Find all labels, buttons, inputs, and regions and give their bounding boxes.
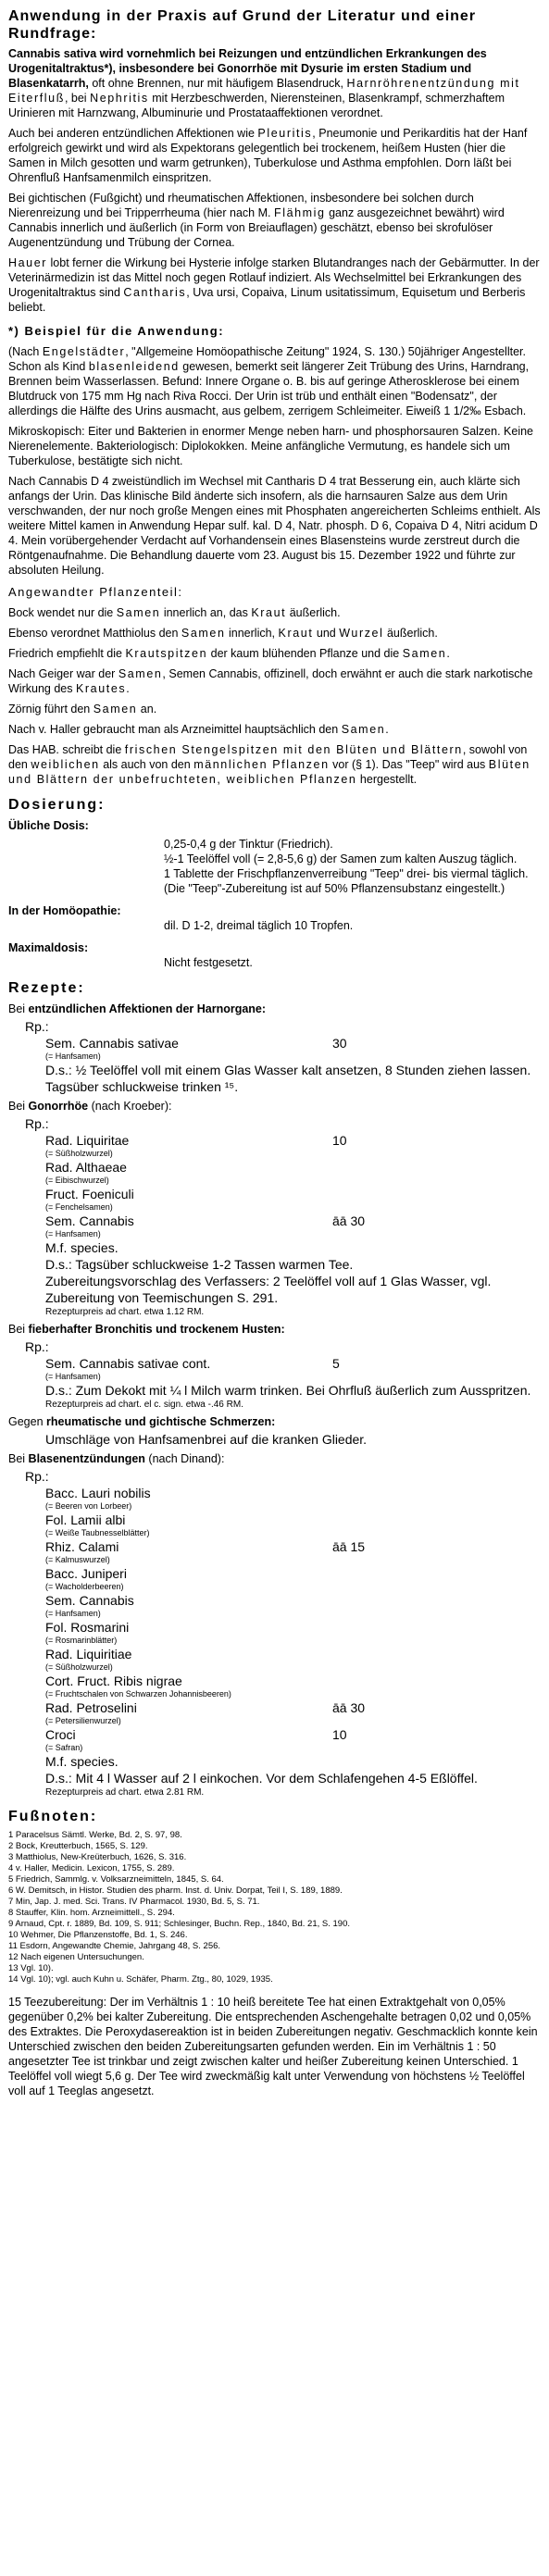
spaced-text: männlichen Pflanzen (193, 758, 330, 771)
rp-label: Rp.: (25, 1469, 49, 1484)
ingredient-name: Rad. Liquiritiae (45, 1647, 132, 1661)
recipe-instruction: M.f. species. (45, 1754, 119, 1769)
spaced-text: Krautes (75, 682, 127, 695)
ingredient-translation: (= Hanfsamen) (45, 1372, 101, 1381)
spaced-text: weiblichen (31, 758, 100, 771)
pflanzenteil-line-7 (8, 742, 541, 787)
pflanzenteil-line-3 (8, 646, 541, 661)
intro-paragraph-2 (8, 126, 541, 185)
text-span: Dorn (444, 156, 470, 169)
ingredient-translation: (= Süßholzwurzel) (45, 1149, 113, 1158)
text-span: fieberhafter Bronchitis und trockenem Husten: (28, 1323, 285, 1336)
ingredient-name: Rad. Petroselini (45, 1700, 137, 1715)
ingredient-name: Fol. Lamii albi (45, 1512, 126, 1527)
footnote-item: 10 Wehmer, Die Pflanzenstoffe, Bd. 1, S. 246. (8, 1930, 188, 1940)
ingredient-name: Sem. Cannabis (45, 1213, 134, 1228)
spaced-text: Cantharis (123, 286, 187, 299)
recipe-instruction: M.f. species. (45, 1240, 119, 1255)
footnote-item: 3 Matthiolus, New-Kreüterbuch, 1626, S. 316. (8, 1852, 187, 1862)
text-span: ganz ausgezeichnet bewährt) wird Cannabis innerlich und äußerlich (in Form von Breiauflagen) geschätzt, ebenso bei skrofulöser Augenentzündung und Trübung der Cornea. (8, 206, 505, 249)
ingredient-row (45, 1646, 541, 1662)
footnote-item: 12 Nach eigenen Untersuchungen. (8, 1952, 144, 1962)
recipe-title (8, 1322, 541, 1337)
ingredient-name: Bacc. Lauri nobilis (45, 1486, 151, 1500)
spaced-text: Engelstädter (42, 345, 126, 358)
text-span: , "Allgemeine Homöopathische Zeitung" 1924, S. 130.) 50jähriger Angestellter. Schon als Kind (8, 345, 526, 373)
text-span: , sowohl von den (8, 743, 528, 771)
ingredient-qty: āā 30 (332, 1213, 366, 1228)
text-span: Friedrich empfiehlt die (8, 647, 126, 660)
text-span: . (385, 723, 389, 736)
ingredient-name: Fruct. Foeniculi (45, 1187, 134, 1201)
text-span: Auch bei anderen entzündlichen Affektionen wie (8, 127, 258, 140)
ingredient-translation: (= Fruchtschalen von Schwarzen Johannisbeeren) (45, 1689, 231, 1699)
rp-label: Rp.: (25, 1019, 49, 1034)
spaced-text: Samen (341, 723, 386, 736)
ingredient-name: Sem. Cannabis (45, 1593, 134, 1608)
text-span: innerlich, (225, 627, 279, 640)
ingredient-row (45, 1512, 541, 1528)
dosis-list-ueblich (164, 837, 541, 896)
dosis-value-max: Nicht festgesetzt. (164, 956, 253, 969)
spaced-text: Kraut (278, 627, 314, 640)
ingredient-row (45, 1213, 541, 1229)
fussnoten-heading: Fußnoten: (8, 1809, 98, 1824)
recipe-instruction: Umschläge von Hanfsamenbrei auf die kranken Glieder. (45, 1432, 368, 1447)
recipe-2 (8, 1099, 541, 1318)
ingredient-row (45, 1673, 541, 1689)
text-span: innerlich an, das (160, 606, 252, 619)
ingredient-qty: āā 30 (332, 1700, 366, 1715)
text-span: , Pneumonie und Perikarditis hat der Hanf erfolgreich gewirkt und wird als Expektorans gelegentlich bei trockenem, heißem Husten (hier die Samen in Milch gesotten und warm getrunken), Tuberkulose und Asthma empfohlen. (8, 127, 528, 169)
page-title: Anwendung in der Praxis auf Grund der Literatur und einer Rundfrage: (8, 8, 477, 42)
recipe-title (8, 1451, 541, 1466)
spaced-text: Kraut (251, 606, 287, 619)
recipe-title (8, 1002, 541, 1016)
footnote-item: 5 Friedrich, Sammlg. v. Volksarzneimitteln, 1845, S. 64. (8, 1874, 224, 1885)
intro-paragraph-3 (8, 191, 541, 250)
text-span: (Nach (8, 345, 43, 358)
text-span: an. (137, 703, 157, 716)
intro-paragraph-1 (8, 46, 541, 120)
text-span: , Semen Cannabis, offizinell, doch erwähnt er auch die stark narkotische Wirkung des (8, 667, 533, 695)
pflanzenteil-line-2 (8, 626, 541, 641)
ingredient-row (45, 1726, 541, 1743)
ingredient-translation: (= Beeren von Lorbeer) (45, 1501, 132, 1511)
spaced-text: Krautspitzen (125, 647, 208, 660)
ingredient-translation: (= Eibischwurzel) (45, 1176, 109, 1185)
footnote-item: 11 Esdorn, Angewandte Chemie, Jahrgang 48, S. 256. (8, 1941, 221, 1951)
ingredient-translation: (= Fenchelsamen) (45, 1202, 113, 1212)
ingredient-translation: (= Wacholderbeeren) (45, 1582, 124, 1591)
beispiel-heading: *) Beispiel für die Anwendung: (8, 324, 225, 338)
pflanzenteil-line-4 (8, 666, 541, 696)
footnote-item: 4 v. Haller, Medicin. Lexicon, 1755, S. 289. (8, 1863, 175, 1873)
spaced-text: Hauer (8, 256, 48, 269)
text-span: Bock wendet nur die (8, 606, 117, 619)
rezepte-heading: Rezepte: (8, 980, 85, 996)
text-span: . (126, 682, 130, 695)
text-span: Bei (8, 1002, 29, 1015)
text-span: gewesen, bemerkt seit längerer Zeit Trübung des Urins, Harndrang, Brennen beim Wasserlassen. Befund: Innere Organe o. B. bis auf geringe Atherosklerose bei einem Blutdruck von 175 mm Hg nach Riva Rocci. Der Urin ist trüb und enthält einen "Bodensatz", der allerdings die Hälfte des Urins ausmacht, aus gelbem, zerrigem Schleimeiter. Eiweiß 1 1/2‰ Esbach. (8, 360, 530, 417)
spaced-text: blasenleidend (88, 360, 180, 373)
recipe-5 (8, 1451, 541, 1798)
spaced-text: Samen (116, 606, 161, 619)
text-span: Ebenso verordnet Matthiolus den (8, 627, 181, 640)
intro-bold-text: Cannabis sativa wird vornehmlich bei Reizungen und entzündlichen Erkrankungen des Urogenitaltraktus*), insbesondere bei Gonorrhöe mit Dysurie im ersten Stadium und Blasenkatarrh, (8, 47, 487, 90)
ingredient-name: Sem. Cannabis sativae (45, 1036, 179, 1051)
ingredient-translation: (= Rosmarinblätter) (45, 1636, 118, 1645)
spaced-text: Pleuritis (257, 127, 313, 140)
recipe-price-note: Rezepturpreis ad chart. etwa 2.81 RM. (45, 1787, 205, 1798)
text-span: entzündlichen Affektionen der Harnorgane: (28, 1002, 267, 1015)
footnote-item: 8 Stauffer, Klin. hom. Arzneimittell., S. 294. (8, 1908, 175, 1918)
spaced-text: Harnröhrenentzündung mit Eiterfluß (8, 77, 520, 105)
text-span: Bei (8, 1452, 29, 1465)
text-span: Zörnig führt den (8, 703, 94, 716)
text-span: lobt ferner die Wirkung bei Hysterie infolge starken Blutandranges nach der Gebärmutter. In der Veterinärmedizin ist das Mittel noch gegen Rotlauf indiziert. Als Wechselmittel bei Erkrankungen des Urogenitaltraktus sind (8, 256, 540, 299)
text-span: hergestellt. (356, 773, 418, 786)
spaced-text: Samen (93, 703, 138, 716)
text-span: Bei (8, 1100, 29, 1113)
spaced-text: Nephritis (90, 92, 149, 105)
text-span: Das HAB. schreibt die (8, 743, 125, 756)
dosis-label-ueblich: Übliche Dosis: (8, 819, 89, 832)
ingredient-name: Sem. Cannabis sativae cont. (45, 1356, 211, 1371)
ingredient-row (45, 1132, 541, 1149)
ingredient-name: Rad. Liquiritae (45, 1133, 130, 1148)
recipe-price-note: Rezepturpreis ad chart. etwa 1.12 RM. (45, 1307, 205, 1317)
rp-label: Rp.: (25, 1116, 49, 1131)
ingredient-name: Rhiz. Calami (45, 1539, 119, 1554)
footnote-list (8, 1830, 541, 1985)
recipe-1 (8, 1002, 541, 1095)
text-span: oft ohne Brennen, nur mit häufigem Blasendruck, (88, 77, 347, 90)
recipe-3 (8, 1322, 541, 1411)
pflanzenteil-heading: Angewandter Pflanzenteil: (8, 585, 183, 599)
footnote-item: 7 Min, Jap. J. med. Sci. Trans. IV Pharmacol. 1930, Bd. 5, S. 71. (8, 1897, 260, 1907)
ingredient-translation: (= Hanfsamen) (45, 1229, 101, 1238)
ingredient-qty: āā 15 (332, 1539, 366, 1554)
recipe-title (8, 1414, 541, 1429)
text-span: . (446, 647, 450, 660)
ingredient-row (45, 1565, 541, 1582)
dosis-label-homoeo: In der Homöopathie: (8, 904, 121, 917)
ingredient-row (45, 1538, 541, 1555)
text-span: (nach Kroeber): (88, 1100, 172, 1113)
text-span: läßt bei Ohrenfluß Hanfsamenmilch einspritzen. (8, 156, 512, 184)
ingredient-row (45, 1186, 541, 1202)
dosis-line: ½-1 Teelöffel voll (= 2,8-5,6 g) der Samen zum kalten Auszug täglich. (164, 852, 518, 865)
spaced-text: Samen (181, 627, 226, 640)
text-span: Gonorrhöe (28, 1100, 89, 1113)
text-span: rheumatische und gichtische Schmerzen: (46, 1415, 276, 1428)
ingredient-translation: (= Petersilienwurzel) (45, 1716, 121, 1725)
text-span: , bei (64, 92, 91, 105)
text-span: (nach Dinand): (144, 1452, 225, 1465)
ingredient-name: Bacc. Juniperi (45, 1566, 127, 1581)
footnote-item: 2 Bock, Kreutterbuch, 1565, S. 129. (8, 1841, 148, 1851)
ingredient-translation: (= Süßholzwurzel) (45, 1662, 113, 1672)
dosis-line: 0,25-0,4 g der Tinktur (Friedrich). (164, 838, 333, 851)
dosierung-heading: Dosierung: (8, 797, 106, 813)
text-span: , Uva ursi, Copaiva, Linum usitatissimum, Equisetum und Berberis beliebt. (8, 286, 526, 314)
text-span: und (313, 627, 340, 640)
recipe-price-note: Rezepturpreis ad chart. el c. sign. etwa -.46 RM. (45, 1400, 243, 1410)
text-span: mit Herzbeschwerden, Nierensteinen, Blasenkrampf, schmerzhaftem Urinieren mit Harnzwang, Albuminurie und Prostataaffektionen verordnet. (8, 92, 505, 119)
beispiel-paragraph-1 (8, 344, 541, 418)
intro-paragraph-4 (8, 255, 541, 315)
recipe-4 (8, 1414, 541, 1448)
ingredient-name: Cort. Fruct. Ribis nigrae (45, 1674, 182, 1688)
ingredient-name: Rad. Althaeae (45, 1160, 127, 1175)
ingredient-row (45, 1699, 541, 1716)
beispiel-paragraph-3: Nach Cannabis D 4 zweistündlich im Wechsel mit Cantharis D 4 trat Besserung ein, auch klärte sich anfangs der Urin. Das klinische Bild änderte sich insofern, als die harnsauren Salze aus dem Urin verschwanden, der nur noch große Mengen eines mit Phosphaten angereicherten Schleims enthielt. Als weitere Mittel kamen in Anwendung Hepar sulf. kal. D 4, Natr. phosph. D 6, Copaiva D 4, Nitri acidum D 4. Mein vorübergehender Verdacht auf Vorhandensein eines Blasensteins wurde zerstreut durch die Röntgenaufnahme. Die Behandlung dauerte vom 23. August bis 15. Dezember 1922 und führte zur absoluten Heilung. (8, 475, 541, 577)
text-span: der kaum blühenden Pflanze und die (207, 647, 403, 660)
ingredient-translation: (= Hanfsamen) (45, 1609, 101, 1618)
ingredient-qty: 30 (332, 1036, 347, 1051)
text-span: Gegen (8, 1415, 47, 1428)
ingredient-translation: (= Kalmuswurzel) (45, 1555, 110, 1564)
ingredient-qty: 5 (332, 1356, 340, 1371)
footnote-item: 6 W. Demitsch, in Histor. Studien des pharm. Inst. d. Univ. Dorpat, Teil I, S. 189, 1889. (8, 1885, 343, 1896)
dosis-label-max: Maximaldosis: (8, 941, 89, 954)
footnote-item: 13 Vgl. 10). (8, 1963, 54, 1973)
ingredient-name: Croci (45, 1727, 76, 1742)
ingredient-translation: (= Weiße Taubnesselblätter) (45, 1528, 150, 1537)
ingredient-translation: (= Hanfsamen) (45, 1052, 101, 1061)
text-span: äußerlich. (286, 606, 341, 619)
spaced-text: frischen Stengelspitzen mit den Blüten und Blättern (124, 743, 463, 756)
ingredient-row (45, 1592, 541, 1609)
text-span: Bei (8, 1323, 29, 1336)
pflanzenteil-line-1 (8, 605, 541, 620)
text-span: Bei gichtischen (Fußgicht) und rheumatischen Affektionen, insbesondere bei solchen durch Nierenreizung und bei Tripperrheuma (hier nach M. (8, 192, 474, 219)
footnote-item: 1 Paracelsus Sämtl. Werke, Bd. 2, S. 97, 98. (8, 1830, 182, 1840)
text-span: Nach Geiger war der (8, 667, 119, 680)
ingredient-name: Fol. Rosmarini (45, 1620, 130, 1635)
text-span: als auch von den (99, 758, 194, 771)
ingredient-row (45, 1485, 541, 1501)
ingredient-translation: (= Safran) (45, 1743, 83, 1752)
recipe-instruction: D.s.: ½ Teelöffel voll mit einem Glas Wasser kalt ansetzen, 8 Stunden ziehen lassen. Tagsüber schluckweise trinken ¹⁵. (45, 1063, 531, 1094)
footnote-15: 15 Teezubereitung: Der im Verhältnis 1 : 10 heiß bereitete Tee hat einen Extraktgehalt von 0,05% gegenüber 0,2% bei kalter Zubereitung. Die entsprechenden Aschengehalte betragen 0,02 und 0,05% des Extraktes. Die Peroxydasereaktion ist in beiden Zubereitungen negativ. Geschmacklich konnte kein Unterschied zwischen den beiden Zubereitungsarten gefunden werden. Ein im Verhältnis 1 : 50 angesetzter Tee ist trinkbar und zeigt zwischen kalter und heißer Zubereitung keinen Unterschied. 1 Teelöffel voll wiegt 5,6 g. Der Tee wird zweckmäßig kalt unter Verwendung von höchstens ½ Teelöffel voll auf 1 Teeglas angesetzt. (8, 1996, 538, 2097)
spaced-text: Wurzel (339, 627, 384, 640)
dosis-line: 1 Tablette der Frischpflanzenverreibung "Teep" drei- bis viermal täglich. (164, 867, 529, 880)
pflanzenteil-line-5 (8, 702, 541, 716)
recipe-instruction: D.s.: Mit 4 l Wasser auf 2 l einkochen. Vor dem Schlafengehen 4-5 Eßlöffel. (45, 1771, 478, 1786)
footnote-item: 9 Arnaud, Cpt. r. 1889, Bd. 109, S. 911; Schlesinger, Buchn. Rep., 1840, Bd. 21, S. 190. (8, 1919, 350, 1929)
text-span: äußerlich. (383, 627, 438, 640)
spaced-text: Samen (118, 667, 163, 680)
text-span: vor (§ 1). Das "Teep" wird aus (329, 758, 489, 771)
text-span: Nach v. Haller gebraucht man als Arzneimittel hauptsächlich den (8, 723, 342, 736)
ingredient-row (45, 1035, 541, 1052)
beispiel-paragraph-2: Mikroskopisch: Eiter und Bakterien in enormer Menge neben harn- und phosphorsauren Salzen. Keine Nierenelemente. Bakteriologisch: Diplokokken. Meine anfängliche Vermutung, es handele sich um Tuberkulose, bestätigte sich nicht. (8, 425, 533, 467)
dosis-line: (Die "Teep"-Zubereitung ist auf 50% Pflanzensubstanz eingestellt.) (164, 882, 505, 895)
ingredient-qty: 10 (332, 1727, 347, 1742)
pflanzenteil-line-6 (8, 722, 541, 737)
ingredient-row (45, 1619, 541, 1636)
ingredient-row (45, 1355, 541, 1372)
rp-label: Rp.: (25, 1339, 49, 1354)
recipe-instruction: D.s.: Zum Dekokt mit ¼ l Milch warm trinken. Bei Ohrfluß äußerlich zum Ausspritzen. (45, 1383, 531, 1398)
dosis-value-homoeo: dil. D 1-2, dreimal täglich 10 Tropfen. (164, 919, 354, 932)
footnote-item: 14 Vgl. 10); vgl. auch Kuhn u. Schäfer, Pharm. Ztg., 80, 1029, 1935. (8, 1974, 273, 1985)
spaced-text: Blüten und Blättern der unbefruchteten, weiblichen Pflanzen (8, 758, 530, 786)
text-span: Blasenentzündungen (28, 1452, 145, 1465)
recipe-instruction: D.s.: Tagsüber schluckweise 1-2 Tassen warmen Tee. (45, 1257, 354, 1272)
ingredient-qty: 10 (332, 1133, 347, 1148)
recipe-title (8, 1099, 541, 1114)
spaced-text: Samen (402, 647, 447, 660)
ingredient-row (45, 1159, 541, 1176)
spaced-text: Flähmig (273, 206, 326, 219)
recipe-instruction: Zubereitungsvorschlag des Verfassers: 2 Teelöffel voll auf 1 Glas Wasser, vgl. Zubereitung von Teemischungen S. 291. (45, 1274, 492, 1305)
